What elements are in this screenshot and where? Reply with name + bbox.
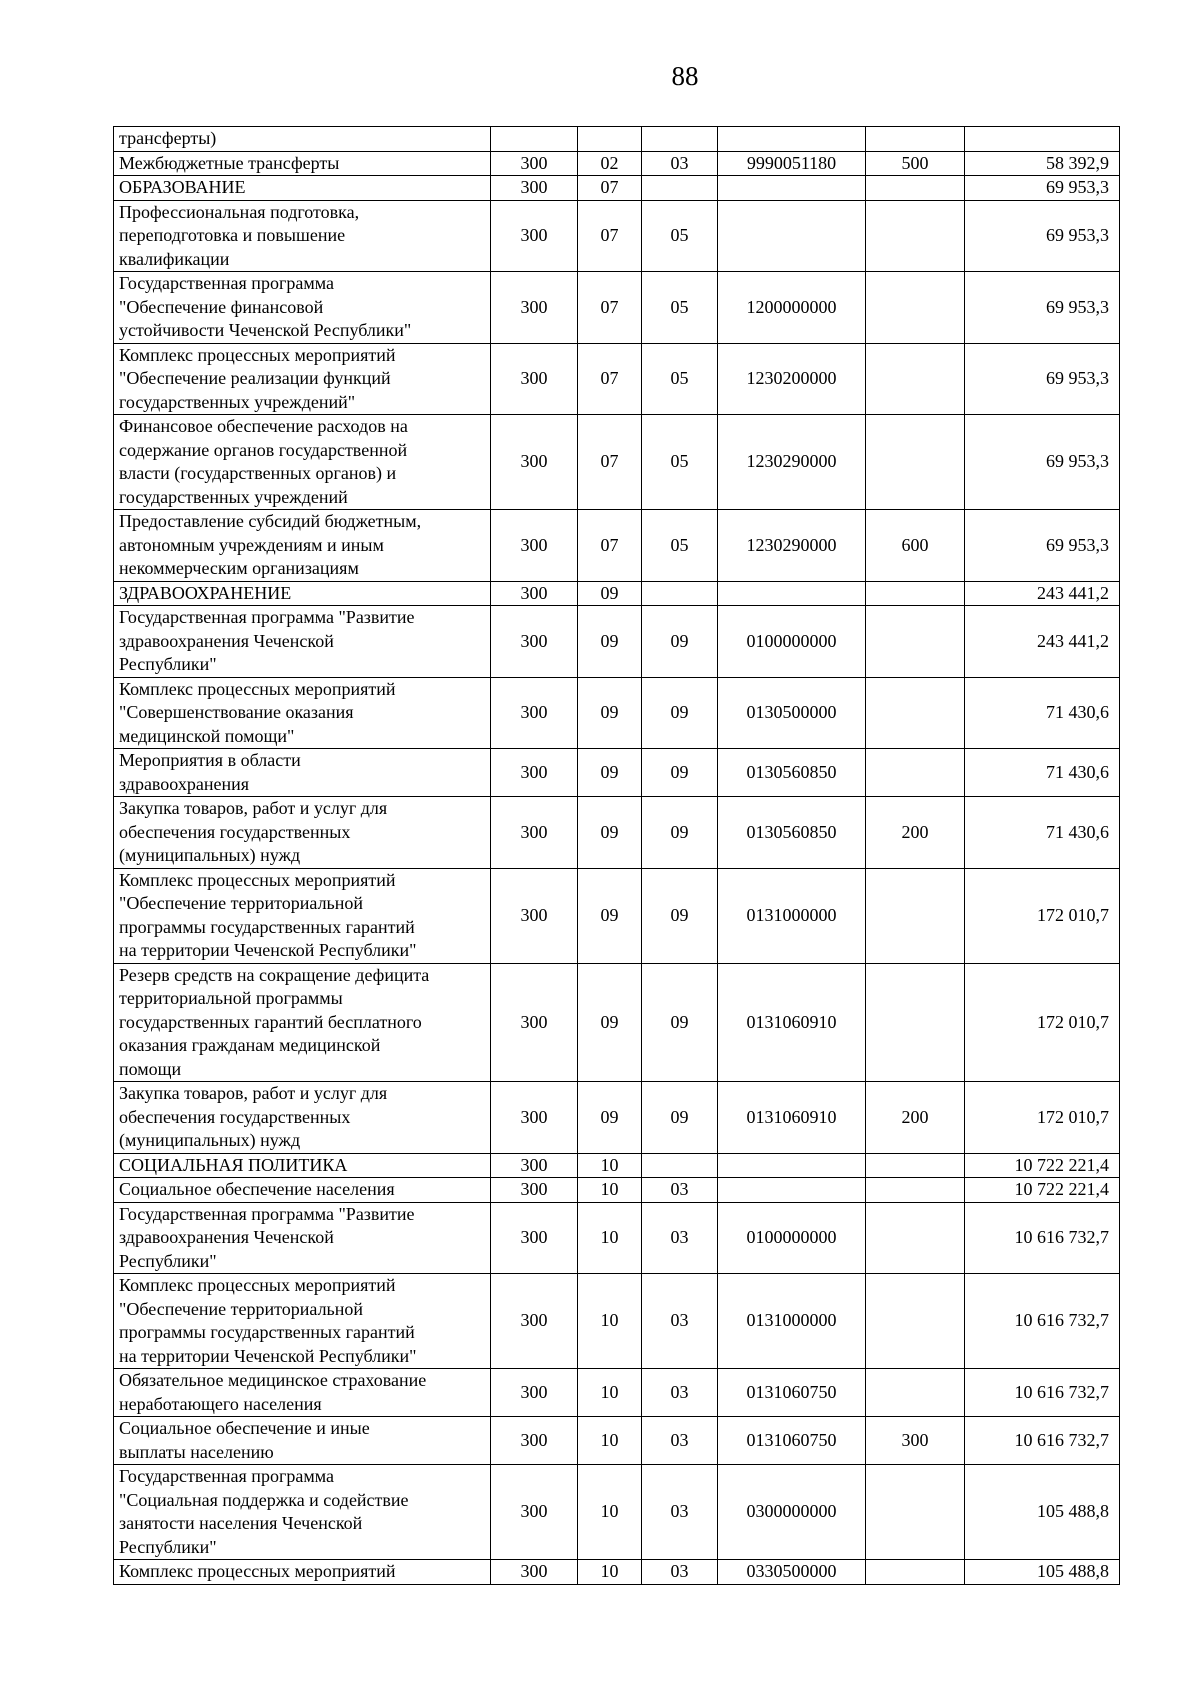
cell-section: 09 [578, 868, 642, 963]
cell-target: 1230290000 [718, 415, 866, 510]
cell-target: 0131060910 [718, 1082, 866, 1154]
cell-subsection: 09 [642, 1082, 718, 1154]
cell-target [718, 581, 866, 606]
table-row [114, 200, 1120, 272]
cell-target: 0100000000 [718, 1202, 866, 1274]
cell-ministry: 300 [491, 200, 578, 272]
cell-name: Комплекс процессных мероприятий "Обеспечение территориальной программы государственных гарантий на территории Чеченской Республики" [114, 868, 491, 963]
cell-name: Социальное обеспечение и иные выплаты населению [114, 1417, 491, 1465]
cell-subsection: 03 [642, 1560, 718, 1585]
cell-amount: 69 953,3 [965, 343, 1120, 415]
cell-target: 0131060750 [718, 1417, 866, 1465]
cell-target: 0330500000 [718, 1560, 866, 1585]
cell-subsection: 05 [642, 272, 718, 344]
cell-section: 09 [578, 677, 642, 749]
cell-subsection: 09 [642, 749, 718, 797]
cell-target: 0131000000 [718, 1274, 866, 1369]
cell-name: Комплекс процессных мероприятий "Обеспечение реализации функций государственных учреждений" [114, 343, 491, 415]
cell-subsection: 03 [642, 151, 718, 176]
cell-section: 09 [578, 749, 642, 797]
cell-ministry: 300 [491, 415, 578, 510]
table-row [114, 1082, 1120, 1154]
cell-amount: 10 722 221,4 [965, 1178, 1120, 1203]
cell-target: 0131060910 [718, 963, 866, 1082]
table-row [114, 151, 1120, 176]
cell-subsection: 09 [642, 963, 718, 1082]
cell-ministry [491, 127, 578, 152]
cell-name: Обязательное медицинское страхование неработающего населения [114, 1369, 491, 1417]
cell-amount: 10 616 732,7 [965, 1369, 1120, 1417]
table-row [114, 1560, 1120, 1585]
cell-expense-type [866, 176, 965, 201]
cell-amount: 10 616 732,7 [965, 1202, 1120, 1274]
cell-amount: 172 010,7 [965, 963, 1120, 1082]
cell-section: 07 [578, 272, 642, 344]
cell-name: трансферты) [114, 127, 491, 152]
cell-section: 10 [578, 1465, 642, 1560]
cell-name: Закупка товаров, работ и услуг для обеспечения государственных (муниципальных) нужд [114, 1082, 491, 1154]
cell-ministry: 300 [491, 1369, 578, 1417]
cell-section: 09 [578, 963, 642, 1082]
cell-name: Комплекс процессных мероприятий [114, 1560, 491, 1585]
cell-section: 09 [578, 797, 642, 869]
cell-ministry: 300 [491, 1274, 578, 1369]
cell-ministry: 300 [491, 1082, 578, 1154]
table-body [114, 127, 1120, 1585]
cell-amount: 71 430,6 [965, 749, 1120, 797]
cell-target: 0100000000 [718, 606, 866, 678]
cell-ministry: 300 [491, 343, 578, 415]
cell-target [718, 1153, 866, 1178]
cell-expense-type [866, 677, 965, 749]
cell-subsection: 03 [642, 1417, 718, 1465]
cell-ministry: 300 [491, 510, 578, 582]
cell-name: Закупка товаров, работ и услуг для обеспечения государственных (муниципальных) нужд [114, 797, 491, 869]
cell-section: 10 [578, 1202, 642, 1274]
cell-name: Финансовое обеспечение расходов на содержание органов государственной власти (государственных органов) и государственных учреждений [114, 415, 491, 510]
cell-ministry: 300 [491, 868, 578, 963]
cell-section: 10 [578, 1153, 642, 1178]
cell-expense-type [866, 1560, 965, 1585]
cell-subsection: 05 [642, 343, 718, 415]
table-row [114, 343, 1120, 415]
cell-ministry: 300 [491, 677, 578, 749]
cell-expense-type [866, 343, 965, 415]
cell-section: 07 [578, 176, 642, 201]
cell-amount: 69 953,3 [965, 272, 1120, 344]
cell-ministry: 300 [491, 581, 578, 606]
cell-name: Государственная программа "Социальная поддержка и содействие занятости населения Чеченской Республики" [114, 1465, 491, 1560]
cell-subsection [642, 176, 718, 201]
cell-section [578, 127, 642, 152]
cell-expense-type [866, 749, 965, 797]
cell-ministry: 300 [491, 1465, 578, 1560]
cell-subsection: 03 [642, 1274, 718, 1369]
budget-table [113, 126, 1120, 1585]
cell-ministry: 300 [491, 1417, 578, 1465]
cell-expense-type: 200 [866, 1082, 965, 1154]
cell-ministry: 300 [491, 1153, 578, 1178]
cell-expense-type [866, 963, 965, 1082]
cell-amount: 69 953,3 [965, 200, 1120, 272]
table-row [114, 581, 1120, 606]
cell-subsection: 09 [642, 797, 718, 869]
cell-amount: 105 488,8 [965, 1465, 1120, 1560]
cell-section: 07 [578, 343, 642, 415]
cell-ministry: 300 [491, 176, 578, 201]
table-row [114, 868, 1120, 963]
cell-name: Государственная программа "Обеспечение финансовой устойчивости Чеченской Республики" [114, 272, 491, 344]
cell-section: 10 [578, 1560, 642, 1585]
table-row [114, 606, 1120, 678]
cell-target: 0300000000 [718, 1465, 866, 1560]
cell-amount: 69 953,3 [965, 176, 1120, 201]
cell-section: 09 [578, 1082, 642, 1154]
cell-expense-type [866, 868, 965, 963]
table-row [114, 677, 1120, 749]
table-row [114, 1274, 1120, 1369]
cell-expense-type [866, 606, 965, 678]
cell-expense-type [866, 1178, 965, 1203]
cell-section: 02 [578, 151, 642, 176]
cell-target: 1230200000 [718, 343, 866, 415]
table-row [114, 510, 1120, 582]
table-row [114, 127, 1120, 152]
page-number: 88 [671, 61, 699, 91]
cell-amount: 172 010,7 [965, 868, 1120, 963]
cell-section: 09 [578, 606, 642, 678]
cell-ministry: 300 [491, 797, 578, 869]
cell-section: 10 [578, 1274, 642, 1369]
cell-amount: 69 953,3 [965, 510, 1120, 582]
cell-section: 07 [578, 510, 642, 582]
cell-expense-type [866, 1369, 965, 1417]
cell-section: 07 [578, 415, 642, 510]
cell-subsection: 03 [642, 1178, 718, 1203]
cell-expense-type [866, 200, 965, 272]
table-row [114, 1202, 1120, 1274]
cell-expense-type: 200 [866, 797, 965, 869]
cell-expense-type [866, 127, 965, 152]
cell-target: 0131000000 [718, 868, 866, 963]
table-row [114, 272, 1120, 344]
cell-section: 10 [578, 1369, 642, 1417]
cell-name: Профессиональная подготовка, переподготовка и повышение квалификации [114, 200, 491, 272]
cell-amount: 105 488,8 [965, 1560, 1120, 1585]
cell-section: 10 [578, 1178, 642, 1203]
cell-name: Комплекс процессных мероприятий "Совершенствование оказания медицинской помощи" [114, 677, 491, 749]
cell-subsection: 05 [642, 200, 718, 272]
cell-expense-type [866, 1274, 965, 1369]
table-row [114, 1465, 1120, 1560]
cell-amount: 10 722 221,4 [965, 1153, 1120, 1178]
cell-ministry: 300 [491, 1560, 578, 1585]
cell-amount: 10 616 732,7 [965, 1274, 1120, 1369]
cell-ministry: 300 [491, 963, 578, 1082]
cell-amount: 243 441,2 [965, 606, 1120, 678]
cell-name: Государственная программа "Развитие здравоохранения Чеченской Республики" [114, 606, 491, 678]
cell-amount: 71 430,6 [965, 797, 1120, 869]
cell-expense-type [866, 415, 965, 510]
cell-target: 9990051180 [718, 151, 866, 176]
table-row [114, 1369, 1120, 1417]
cell-amount [965, 127, 1120, 152]
table-row [114, 749, 1120, 797]
cell-expense-type [866, 272, 965, 344]
cell-target [718, 127, 866, 152]
cell-name: Государственная программа "Развитие здравоохранения Чеченской Республики" [114, 1202, 491, 1274]
cell-target: 0131060750 [718, 1369, 866, 1417]
table-row [114, 1178, 1120, 1203]
cell-name: ЗДРАВООХРАНЕНИЕ [114, 581, 491, 606]
table-row [114, 176, 1120, 201]
table-row [114, 1153, 1120, 1178]
cell-ministry: 300 [491, 272, 578, 344]
cell-expense-type [866, 1202, 965, 1274]
cell-ministry: 300 [491, 749, 578, 797]
cell-name: Межбюджетные трансферты [114, 151, 491, 176]
cell-amount: 243 441,2 [965, 581, 1120, 606]
cell-subsection: 03 [642, 1202, 718, 1274]
cell-expense-type [866, 581, 965, 606]
cell-ministry: 300 [491, 606, 578, 678]
cell-expense-type: 300 [866, 1417, 965, 1465]
cell-target: 0130560850 [718, 797, 866, 869]
cell-target: 0130560850 [718, 749, 866, 797]
table-row [114, 963, 1120, 1082]
cell-ministry: 300 [491, 1202, 578, 1274]
cell-subsection: 09 [642, 677, 718, 749]
cell-target: 1230290000 [718, 510, 866, 582]
cell-amount: 71 430,6 [965, 677, 1120, 749]
cell-target [718, 200, 866, 272]
cell-name: ОБРАЗОВАНИЕ [114, 176, 491, 201]
cell-subsection: 03 [642, 1369, 718, 1417]
cell-name: СОЦИАЛЬНАЯ ПОЛИТИКА [114, 1153, 491, 1178]
cell-amount: 69 953,3 [965, 415, 1120, 510]
cell-subsection [642, 127, 718, 152]
cell-subsection: 09 [642, 606, 718, 678]
cell-amount: 58 392,9 [965, 151, 1120, 176]
cell-subsection: 09 [642, 868, 718, 963]
cell-expense-type [866, 1465, 965, 1560]
cell-target: 0130500000 [718, 677, 866, 749]
cell-target [718, 176, 866, 201]
cell-section: 09 [578, 581, 642, 606]
cell-name: Комплекс процессных мероприятий "Обеспечение территориальной программы государственных гарантий на территории Чеченской Республики" [114, 1274, 491, 1369]
cell-expense-type [866, 1153, 965, 1178]
cell-expense-type: 500 [866, 151, 965, 176]
cell-section: 07 [578, 200, 642, 272]
cell-subsection [642, 1153, 718, 1178]
cell-name: Мероприятия в области здравоохранения [114, 749, 491, 797]
cell-amount: 172 010,7 [965, 1082, 1120, 1154]
table-row [114, 415, 1120, 510]
table-row [114, 1417, 1120, 1465]
table-row [114, 797, 1120, 869]
cell-subsection: 05 [642, 510, 718, 582]
cell-target [718, 1178, 866, 1203]
cell-subsection: 03 [642, 1465, 718, 1560]
cell-ministry: 300 [491, 151, 578, 176]
cell-target: 1200000000 [718, 272, 866, 344]
cell-subsection [642, 581, 718, 606]
cell-name: Резерв средств на сокращение дефицита территориальной программы государственных гарантий бесплатного оказания гражданам медицинской помощи [114, 963, 491, 1082]
cell-ministry: 300 [491, 1178, 578, 1203]
cell-amount: 10 616 732,7 [965, 1417, 1120, 1465]
cell-name: Социальное обеспечение населения [114, 1178, 491, 1203]
cell-name: Предоставление субсидий бюджетным, автономным учреждениям и иным некоммерческим организациям [114, 510, 491, 582]
cell-section: 10 [578, 1417, 642, 1465]
cell-expense-type: 600 [866, 510, 965, 582]
cell-subsection: 05 [642, 415, 718, 510]
